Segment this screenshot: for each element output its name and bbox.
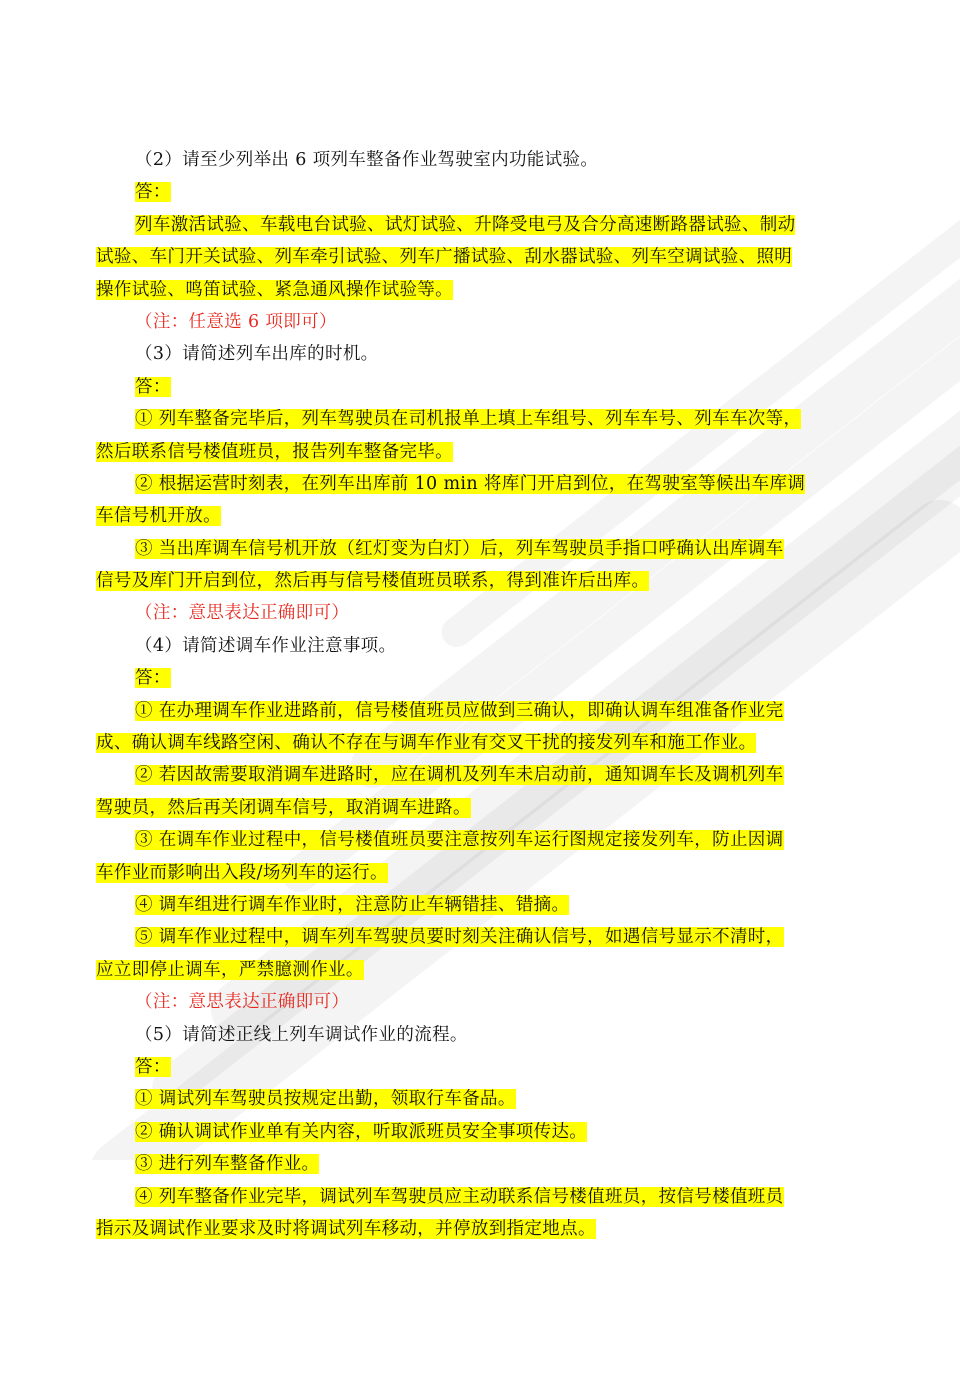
q4-item-3-line-2: 车作业而影响出入段/场列车的运行。: [96, 862, 388, 883]
q3-note: （注：意思表达正确即可）: [135, 603, 350, 624]
question-2: （2）请至少列举出 6 项列车整备作业驾驶室内功能试验。: [135, 150, 599, 170]
q5-item-1-line-1: ① 调试列车驾驶员按规定出勤，领取行车备品。: [135, 1089, 516, 1110]
q4-item-5-line-1: ⑤ 调车作业过程中，调车列车驾驶员要时刻关注确认信号，如遇信号显示不清时，: [135, 927, 784, 948]
q2-answer-line-1: 列车激活试验、车载电台试验、试灯试验、升降受电弓及合分高速断路器试验、制动: [135, 214, 796, 235]
answer-label-3: 答：: [135, 376, 171, 397]
q3-item-3-line-2: 信号及库门开启到位，然后再与信号楼值班员联系，得到准许后出库。: [96, 571, 650, 592]
question-4: （4）请简述调车作业注意事项。: [135, 635, 397, 656]
q2-answer-line-3: 操作试验、鸣笛试验、紧急通风操作试验等。: [96, 279, 453, 300]
q5-item-2-line-1: ② 确认调试作业单有关内容，听取派班员安全事项传达。: [135, 1121, 588, 1142]
question-3: （3）请简述列车出库的时机。: [135, 344, 379, 365]
q3-item-1-line-2: 然后联系信号楼值班员，报告列车整备完毕。: [96, 441, 453, 462]
q4-item-2-line-2: 驾驶员，然后再关闭调车信号，取消调车进路。: [96, 797, 471, 818]
q3-item-2-line-2: 车信号机开放。: [96, 506, 221, 527]
q2-note: （注：任意选 6 项即可）: [135, 311, 337, 332]
q2-answer-line-2: 试验、车门开关试验、列车牵引试验、列车广播试验、刮水器试验、列车空调试验、照明: [96, 247, 793, 268]
answer-label-2: 答：: [135, 182, 171, 203]
q3-item-1-line-1: ① 列车整备完毕后，列车驾驶员在司机报单上填上车组号、列车车号、列车车次等，: [135, 409, 802, 430]
q4-item-2-line-1: ② 若因故需要取消调车进路时，应在调机及列车未启动前，通知调车长及调机列车: [135, 765, 784, 786]
qa-content: [96, 144, 858, 1245]
q4-item-3-line-1: ③ 在调车作业过程中，信号楼值班员要注意按列车运行图规定接发列车，防止因调: [135, 830, 784, 851]
q5-item-4-line-2: 指示及调试作业要求及时将调试列车移动，并停放到指定地点。: [96, 1218, 596, 1239]
q4-item-1-line-2: 成、确认调车线路空闲、确认不存在与调车作业有交叉干扰的接发列车和施工作业。: [96, 733, 757, 754]
q4-item-1-line-1: ① 在办理调车作业进路前，信号楼值班员应做到三确认，即确认调车组准备作业完: [135, 700, 784, 721]
answer-label-5: 答：: [135, 1056, 171, 1077]
q3-item-2-line-1: ② 根据运营时刻表，在列车出库前 10 min 将库门开启到位，在驾驶室等候出车库调: [135, 473, 806, 494]
q4-item-5-line-2: 应立即停止调车，严禁臆测作业。: [96, 959, 364, 980]
q4-item-4-line-1: ④ 调车组进行调车作业时，注意防止车辆错挂、错摘。: [135, 894, 570, 915]
q3-item-3-line-1: ③ 当出库调车信号机开放（红灯变为白灯）后，列车驾驶员手指口呼确认出库调车: [135, 538, 784, 559]
answer-label-4: 答：: [135, 668, 171, 689]
question-5: （5）请简述正线上列车调试作业的流程。: [135, 1024, 468, 1045]
q5-item-4-line-1: ④ 列车整备作业完毕，调试列车驾驶员应主动联系信号楼值班员，按信号楼值班员: [135, 1186, 784, 1207]
q5-item-3-line-1: ③ 进行列车整备作业。: [135, 1154, 320, 1175]
q4-note: （注：意思表达正确即可）: [135, 992, 350, 1013]
